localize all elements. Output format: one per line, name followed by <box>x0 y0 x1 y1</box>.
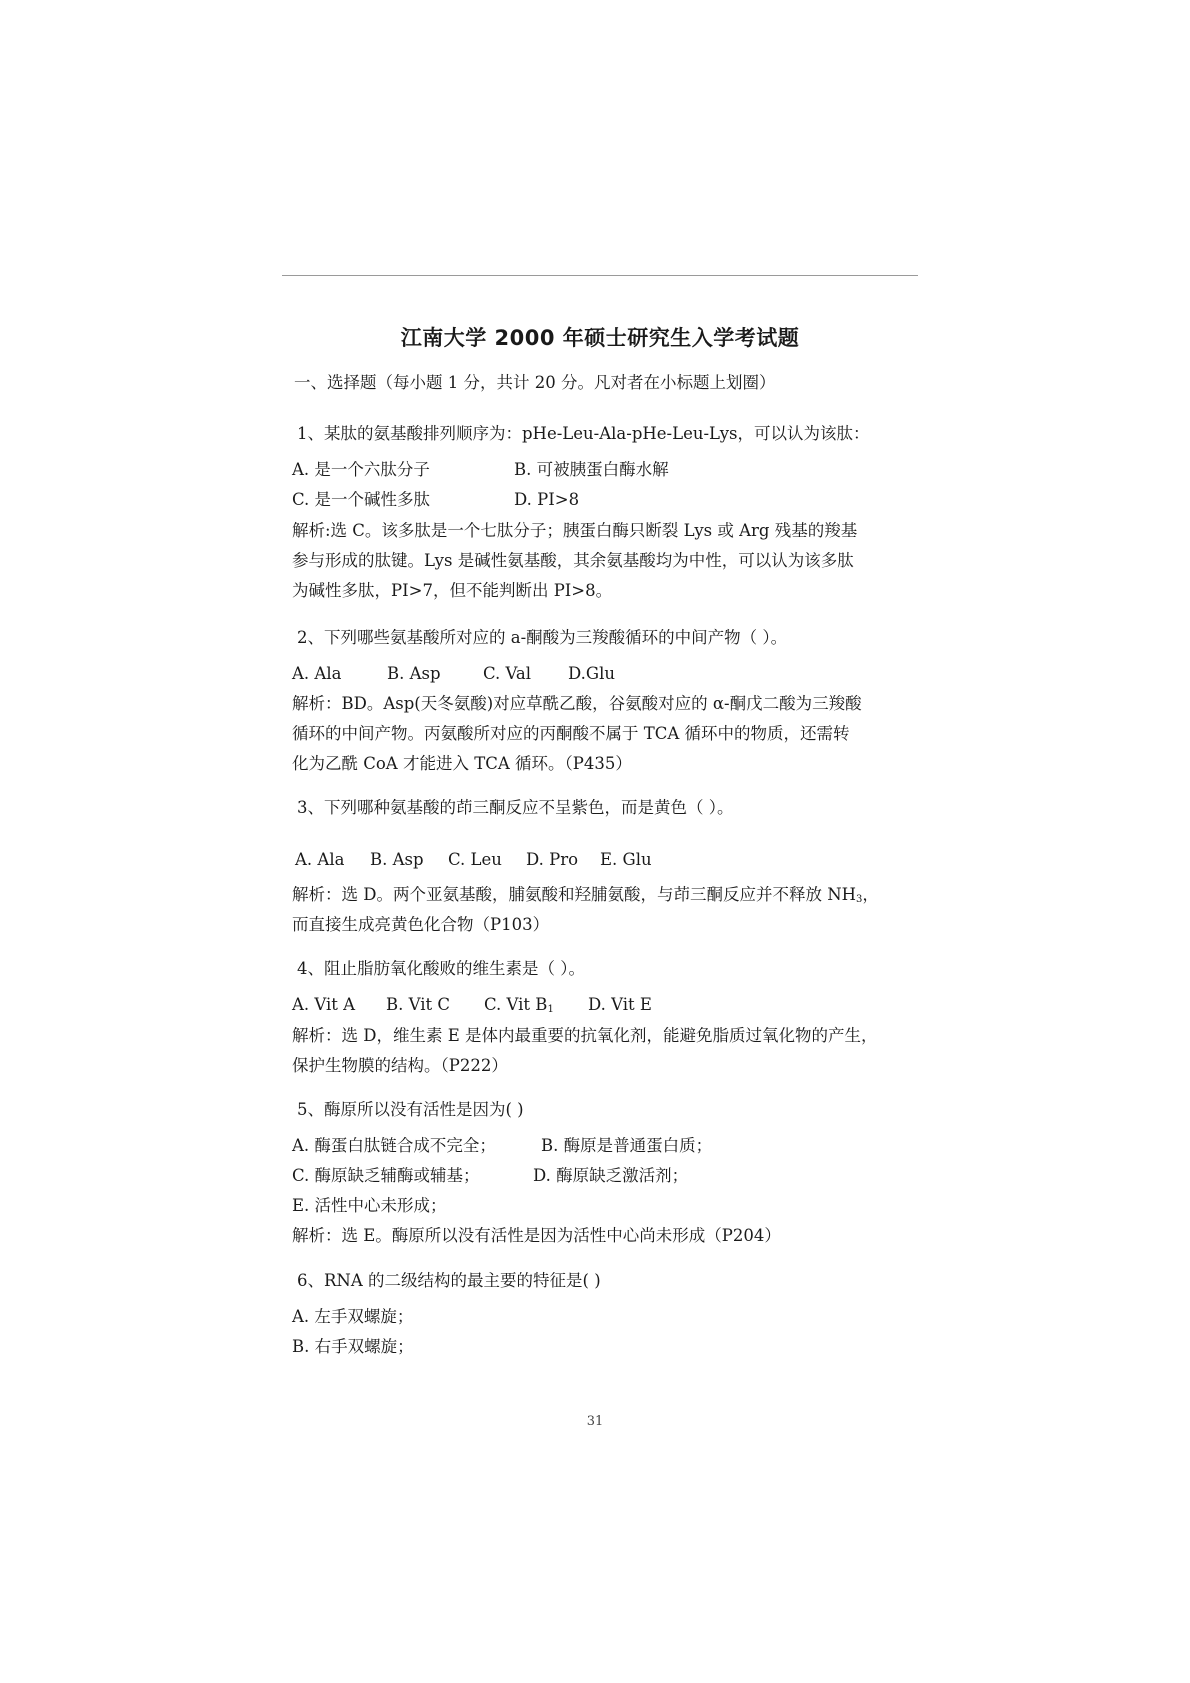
q2-option-c: C. Val <box>483 664 532 683</box>
q2-option-b: B. Asp <box>387 664 441 683</box>
q3-option-c: C. Leu <box>448 850 502 869</box>
q3-option-e: E. Glu <box>600 850 652 869</box>
q1-answer-line1: 解析:选 C。该多肽是一个七肽分子；胰蛋白酶只断裂 Lys 或 Arg 残基的羧基 <box>292 521 858 540</box>
q3-stem: 3、下列哪种氨基酸的茚三酮反应不呈紫色，而是黄色（ ）。 <box>297 798 734 817</box>
q3-option-b: B. Asp <box>370 850 424 869</box>
q6-stem: 6、RNA 的二级结构的最主要的特征是( ) <box>297 1271 601 1290</box>
page-title: 江南大学 2000 年硕士研究生入学考试题 <box>400 326 800 350</box>
q3-option-a: A. Ala <box>295 850 345 869</box>
q1-options-row2 <box>292 489 579 511</box>
q5-answer-line1: 解析：选 E。酶原所以没有活性是因为活性中心尚未形成（P204） <box>292 1226 781 1245</box>
q1-option-b: B. 可被胰蛋白酶水解 <box>514 460 669 479</box>
q5-options-row1 <box>292 1135 712 1157</box>
q1-option-c: C. 是一个碱性多肽 <box>292 490 431 509</box>
q4-option-c: C. Vit $B_1$ <box>484 995 554 1015</box>
q2-option-d: D.Glu <box>568 664 615 683</box>
q4-option-a: A. Vit A <box>292 995 356 1014</box>
q4-answer-line1: 解析：选 D，维生素 E 是体内最重要的抗氧化剂，能避免脂质过氧化物的产生， <box>292 1026 878 1045</box>
q2-option-a: A. Ala <box>292 664 342 683</box>
q4-answer-line2: 保护生物膜的结构。（P222） <box>292 1056 508 1075</box>
q3-answer-line2: 而直接生成亮黄色化合物（P103） <box>292 915 550 934</box>
q1-options-row1 <box>292 459 669 481</box>
q2-stem: 2、下列哪些氨基酸所对应的 a-酮酸为三羧酸循环的中间产物（ ）。 <box>297 628 788 647</box>
q3-options-row <box>295 849 652 871</box>
q5-option-b: B. 酶原是普通蛋白质； <box>541 1136 713 1155</box>
page-number: 31 <box>586 1414 604 1429</box>
q1-answer-line3: 为碱性多肽，PI>7，但不能判断出 PI>8。 <box>292 581 613 600</box>
q6-option-a: A. 左手双螺旋； <box>292 1307 414 1326</box>
q5-option-e: E. 活性中心未形成； <box>292 1196 447 1215</box>
q5-stem: 5、酶原所以没有活性是因为( ) <box>297 1100 524 1119</box>
q5-option-a: A. 酶蛋白肽链合成不完全； <box>292 1136 496 1155</box>
q2-answer-line1: 解析：BD。Asp(天冬氨酸)对应草酰乙酸，谷氨酸对应的 α-酮戊二酸为三羧酸 <box>292 694 862 713</box>
q4-option-b: B. Vit C <box>386 995 451 1014</box>
q1-stem: 1、某肽的氨基酸排列顺序为：pHe-Leu-Ala-pHe-Leu-Lys，可以认为该肽： <box>297 424 870 443</box>
header-rule <box>282 275 918 276</box>
section-heading: 一、选择题（每小题 1 分，共计 20 分。凡对者在小标题上划圈） <box>294 373 776 392</box>
q4-option-d: D. Vit E <box>588 995 652 1014</box>
q5-option-c: C. 酶原缺乏辅酶或辅基； <box>292 1166 480 1185</box>
q4-stem: 4、阻止脂肪氧化酸败的维生素是（ ）。 <box>297 959 585 978</box>
q3-option-d: D. Pro <box>526 850 579 869</box>
q2-answer-line2: 循环的中间产物。丙氨酸所对应的丙酮酸不属于 TCA 循环中的物质，还需转 <box>292 724 850 743</box>
q4-options-row <box>292 994 652 1021</box>
q2-options-row <box>292 663 615 685</box>
q3-answer-line1: 解析：选 D。两个亚氨基酸，脯氨酸和羟脯氨酸，与茚三酮反应并不释放 $NH_3$， <box>292 885 879 905</box>
q2-answer-line3: 化为乙酰 CoA 才能进入 TCA 循环。（P435） <box>292 754 632 773</box>
q1-option-a: A. 是一个六肽分子 <box>292 460 430 479</box>
q5-options-row2 <box>292 1165 688 1187</box>
q6-option-b: B. 右手双螺旋； <box>292 1337 414 1356</box>
q1-answer-line2: 参与形成的肽键。Lys 是碱性氨基酸，其余氨基酸均为中性，可以认为该多肽 <box>292 551 854 570</box>
q1-option-d: D. PI>8 <box>514 490 580 509</box>
q5-option-d: D. 酶原缺乏激活剂； <box>533 1166 689 1185</box>
